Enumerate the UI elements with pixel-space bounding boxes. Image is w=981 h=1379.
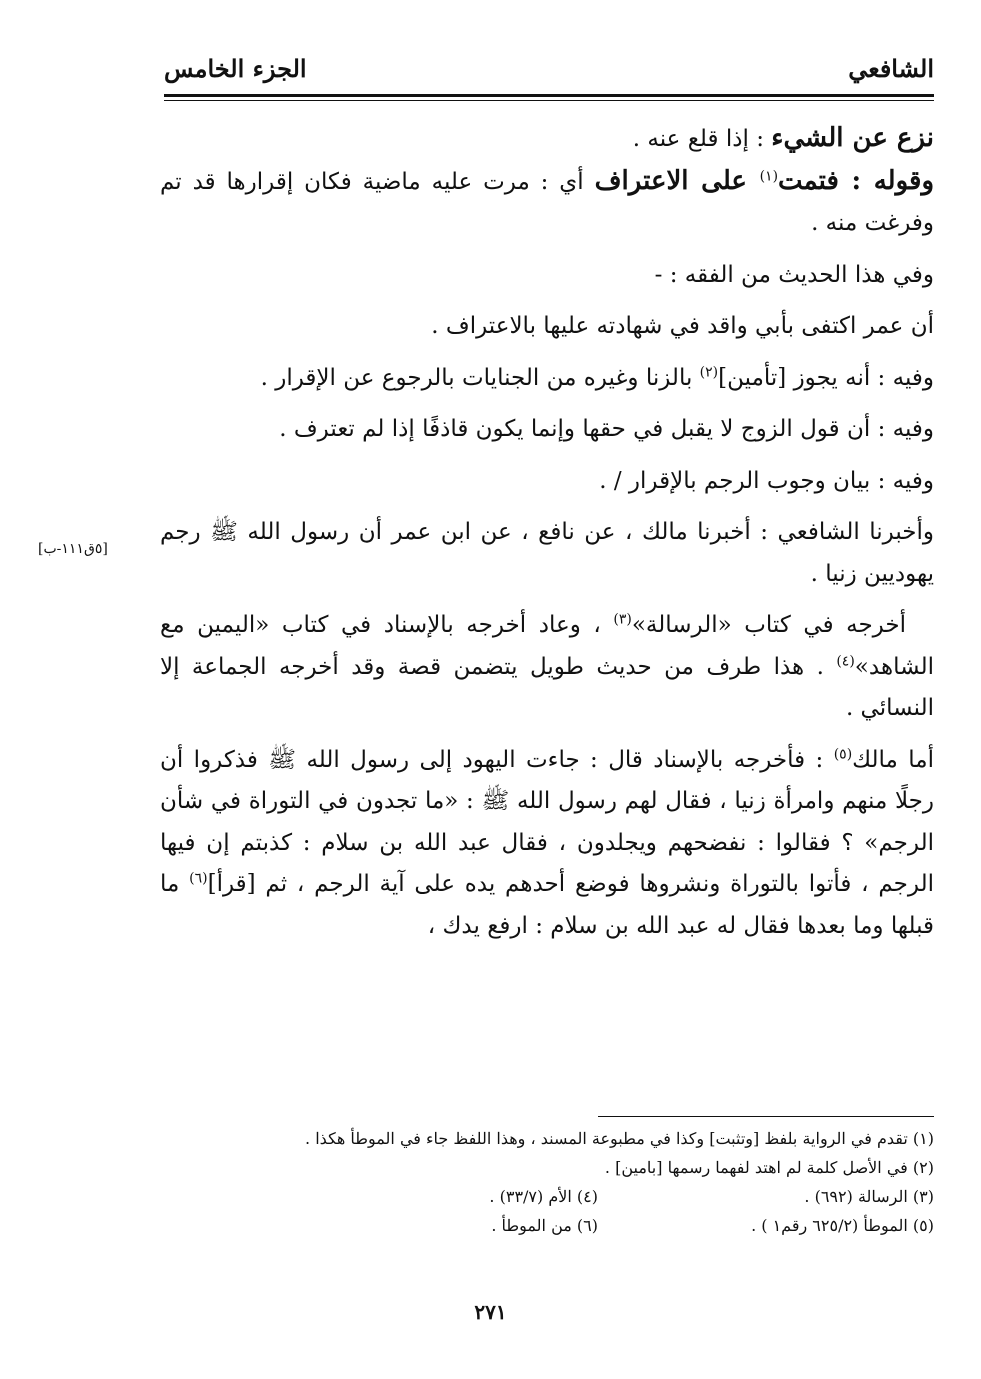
footnotes: [160, 1124, 934, 1240]
paragraph-10: [160, 740, 934, 948]
paragraph-7: وفيه : بيان وجوب الرجم بالإقرار / .: [599, 467, 934, 494]
paragraph-10-text-c: ما قبلها وما بعدها فقال له عبد الله بن سلام : ارفع يدك ،: [160, 871, 934, 939]
paragraph-2-bold-b: على الاعتراف: [594, 165, 760, 196]
paragraph-6: وفيه : أن قول الزوج لا يقبل في حقها وإنما يكون قاذفًا إذا لم تعترف .: [279, 416, 934, 442]
header-book-title: الشافعي: [848, 54, 934, 83]
paragraph-9-text-a: أخرجه في كتاب «الرسالة»: [631, 612, 906, 638]
header-rule-thick: [164, 94, 934, 97]
footnote-row-3-4: [160, 1182, 934, 1211]
footnote-ref-6: (٦): [189, 870, 208, 887]
page-header: [164, 46, 934, 86]
paragraph-8: وأخبرنا الشافعي : أخبرنا مالك ، عن نافع ، عن ابن عمر أن رسول الله ﷺ رجم يهوديين زنيا .: [160, 519, 934, 587]
footnote-4: (٤) الأم (٣٣/٧) .: [489, 1187, 598, 1206]
paragraph-10-text-b: : فأخرجه بالإسناد قال : جاءت اليهود إلى رسول الله ﷺ فذكروا أن رجلًا منهم وامرأة زنيا ، فقال لهم رسول الله ﷺ : «ما تجدون في التوراة في شأن الرجم» ؟ فقالوا : نفضحهم ويجلدون ، فقال عبد الله بن سلام : كذبتم إن فيها الرجم ، فأتوا بالتوراة ونشروها فوضع أحدهم يده على آية الرجم ، ثم [قرأ]: [160, 746, 934, 897]
footnote-ref-2: (٢): [699, 363, 719, 380]
paragraph-1-text: : إذا قلع عنه .: [632, 126, 772, 152]
paragraph-2-text: أي : مرت عليه ماضية فكان إقرارها قد تم وفرغت منه .: [160, 168, 934, 236]
footnote-ref-4: (٤): [836, 652, 855, 669]
footnote-1: (١) تقدم في الرواية بلفظ [وتثبت] وكذا في مطبوعة المسند ، وهذا اللفظ جاء في الموطأ هكذا .: [305, 1129, 934, 1148]
paragraph-5-text-a: وفيه : أنه يجوز [تأمين]: [718, 364, 934, 391]
footnote-2: (٢) في الأصل كلمة لم اهتد لفهما رسمها [بامين] .: [604, 1158, 934, 1177]
paragraph-5-text-b: بالزنا وغيره من الجنايات بالرجوع عن الإقرار .: [260, 364, 700, 391]
header-rule-thin: [164, 100, 934, 101]
paragraph-5: [160, 358, 934, 400]
paragraph-10-text-a: أما مالك: [852, 746, 934, 773]
footnote-ref-5: (٥): [833, 745, 853, 762]
footnote-ref-3: (٣): [613, 611, 632, 628]
main-text: [160, 118, 934, 947]
paragraph-3: وفي هذا الحديث من الفقه : -: [654, 261, 934, 288]
paragraph-9-text-c: . هذا طرف من حديث طويل يتضمن قصة وقد أخرجه الجماعة إلا النسائي .: [160, 653, 934, 721]
page-number: ٢٧١: [474, 1300, 507, 1324]
paragraph-4: أن عمر اكتفى بأبي واقد في شهادته عليها بالاعتراف .: [431, 313, 934, 339]
paragraph-9: [160, 605, 934, 730]
footnote-row-5-6: [160, 1211, 934, 1240]
footnote-5: (٥) الموطأ (٦٢٥/٢ رقم١ ) .: [751, 1216, 934, 1235]
footnote-separator: [598, 1116, 934, 1117]
paragraph-9-text-b: ، وعاد أخرجه بالإسناد في كتاب «اليمين مع الشاهد»: [160, 612, 934, 680]
header-volume-title: الجزء الخامس: [164, 54, 307, 83]
paragraph-2: [160, 161, 934, 245]
margin-manuscript-reference: [٥ق١١١-ب]: [38, 541, 108, 557]
paragraph-1-bold: نزع عن الشيء: [771, 123, 934, 153]
paragraph-2-bold-a: وقوله : فتمت: [778, 165, 935, 196]
footnote-6: (٦) من الموطأ .: [491, 1216, 598, 1235]
footnote-ref-1: (١): [759, 167, 779, 184]
paragraph-1: [160, 118, 934, 161]
footnote-3: (٣) الرسالة (٦٩٢) .: [804, 1187, 934, 1206]
